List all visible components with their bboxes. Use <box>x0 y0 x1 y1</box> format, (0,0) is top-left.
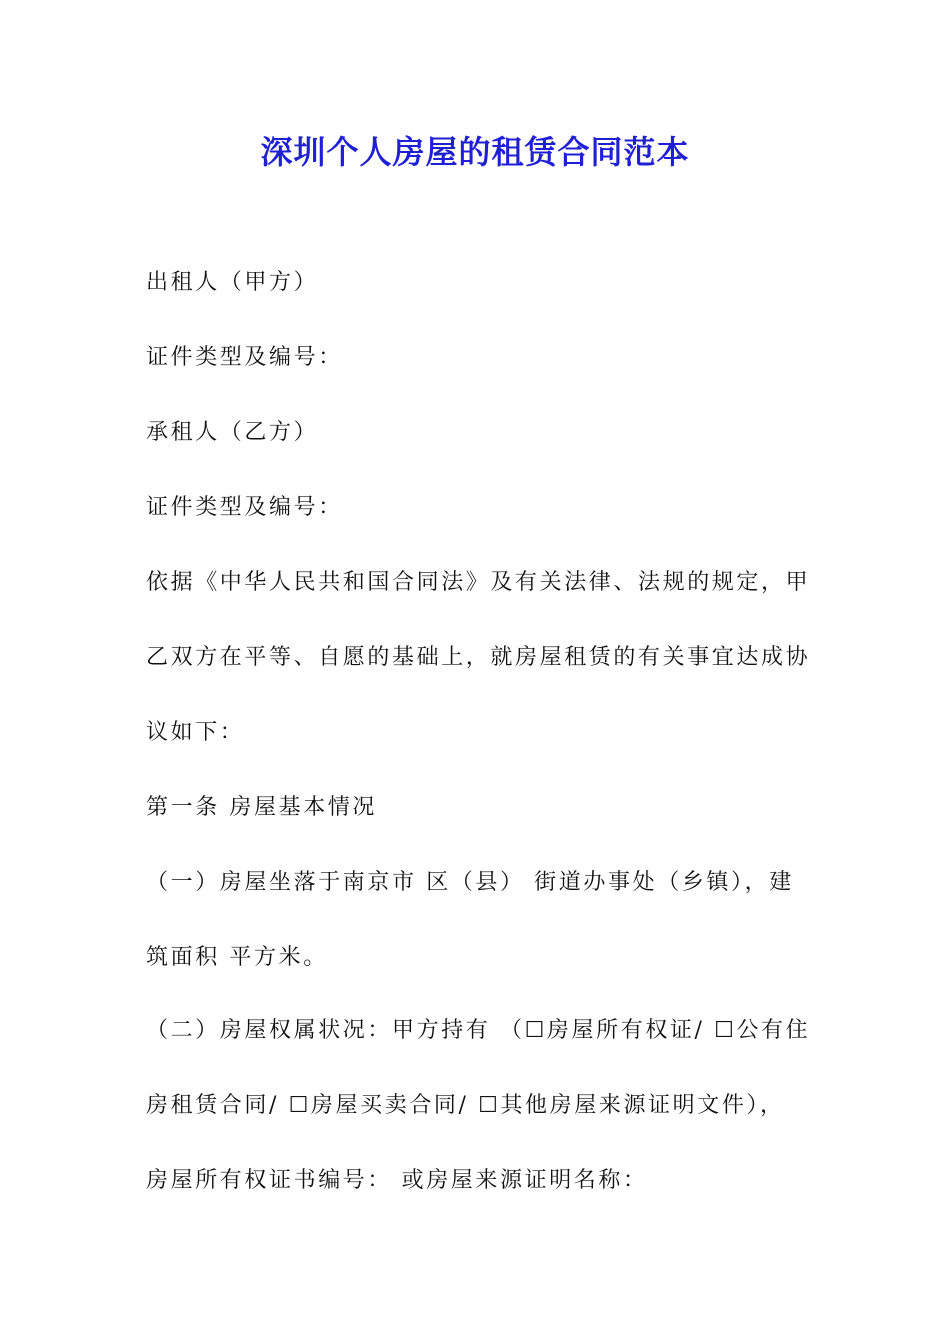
clause-1-line-2: 筑面积 平方米。 <box>146 945 328 970</box>
lessor-id-label: 证件类型及编号： <box>146 345 343 370</box>
clause-2-line-2: 房租赁合同/ ☐房屋买卖合同/ ☐其他房屋来源证明文件）， <box>146 1093 785 1118</box>
document-title: 深圳个人房屋的租赁合同范本 <box>260 133 690 171</box>
lessee-id-label: 证件类型及编号： <box>146 495 343 520</box>
article-1-heading: 第一条 房屋基本情况 <box>146 795 377 820</box>
clause-2-line-3: 房屋所有权证书编号： 或房屋来源证明名称： <box>146 1168 648 1193</box>
clause-1-line-1: （一）房屋坐落于南京市 区（县） 街道办事处（乡镇），建 <box>146 870 794 895</box>
lessor-label: 出租人（甲方） <box>146 270 319 295</box>
clause-2-line-1: （二）房屋权属状况：甲方持有 （☐房屋所有权证/ ☐公有住 <box>146 1018 811 1043</box>
preamble-line-2: 乙双方在平等、自愿的基础上，就房屋租赁的有关事宜达成协 <box>146 645 811 670</box>
lessee-label: 承租人（乙方） <box>146 420 319 445</box>
preamble-line-1: 依据《中华人民共和国合同法》及有关法律、法规的规定，甲 <box>146 570 811 595</box>
preamble-line-3: 议如下： <box>146 720 245 745</box>
